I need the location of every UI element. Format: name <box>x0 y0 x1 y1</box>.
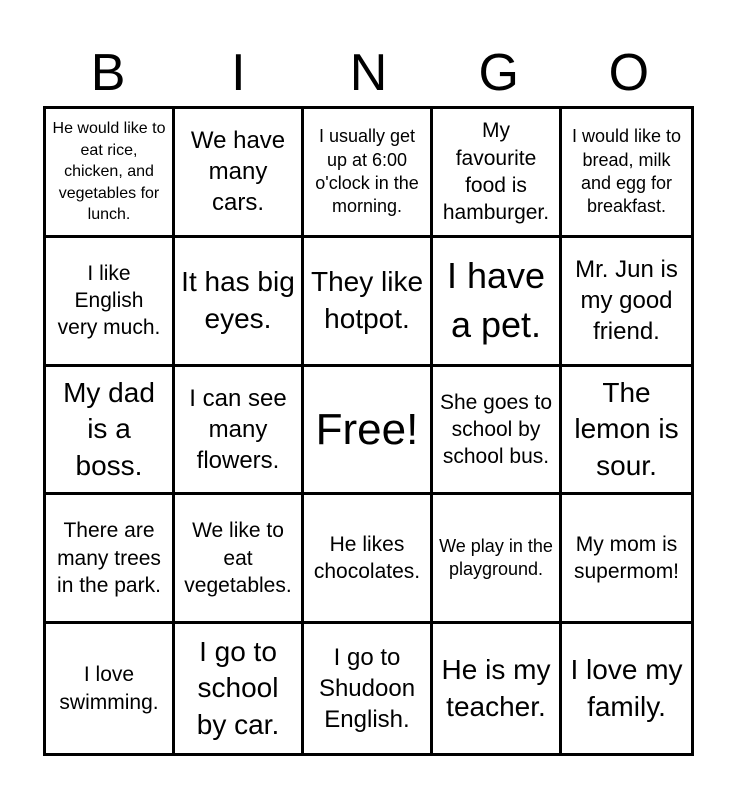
bingo-cell[interactable] <box>46 109 175 238</box>
cell-text: I would like to bread, milk and egg for breakfast. <box>571 126 682 217</box>
cell-text: They like hotpot. <box>310 266 424 334</box>
cell-text: I go to Shudoon English. <box>318 643 416 734</box>
bingo-cell[interactable] <box>175 367 304 496</box>
cell-text: She goes to school by school bus. <box>439 390 553 469</box>
cell-text: My favourite food is hamburger. <box>442 119 550 225</box>
cell-text: There are many trees in the park. <box>57 519 161 597</box>
bingo-cell[interactable] <box>46 624 175 753</box>
bingo-cell[interactable] <box>304 495 433 624</box>
bingo-cell[interactable] <box>562 624 691 753</box>
header-letter-b: B <box>90 44 126 102</box>
bingo-cell[interactable] <box>433 495 562 624</box>
cell-text: The lemon is sour. <box>574 376 679 481</box>
bingo-cell[interactable] <box>304 109 433 238</box>
bingo-cell[interactable] <box>304 624 433 753</box>
cell-text: I have a pet. <box>446 255 546 345</box>
bingo-cell[interactable] <box>562 495 691 624</box>
bingo-board <box>43 106 694 756</box>
cell-text: My dad is a boss. <box>63 376 155 481</box>
bingo-cell[interactable] <box>562 238 691 367</box>
bingo-cell[interactable] <box>175 495 304 624</box>
cell-text: I go to school by car. <box>196 636 280 740</box>
cell-text: It has big eyes. <box>181 266 295 334</box>
cell-text: I usually get up at 6:00 o'clock in the morning. <box>315 126 419 217</box>
bingo-cell[interactable] <box>46 367 175 496</box>
cell-text: We like to eat vegetables. <box>184 519 292 597</box>
cell-text: I love my family. <box>570 654 683 722</box>
bingo-cell[interactable] <box>562 367 691 496</box>
header-letter-g: G <box>478 44 519 102</box>
bingo-cell[interactable] <box>175 109 304 238</box>
cell-text: He would like to eat rice, chicken, and vegetables for lunch. <box>52 119 166 224</box>
bingo-cell[interactable] <box>562 109 691 238</box>
cell-text: He likes chocolates. <box>313 532 421 584</box>
bingo-cell[interactable] <box>433 624 562 753</box>
bingo-cell[interactable] <box>304 238 433 367</box>
bingo-cell[interactable] <box>46 495 175 624</box>
cell-text: My mom is supermom! <box>573 532 680 584</box>
free-space[interactable] <box>304 367 433 496</box>
bingo-cell[interactable] <box>433 238 562 367</box>
cell-text: I can see many flowers. <box>189 384 287 475</box>
cell-text: We have many cars. <box>190 127 286 217</box>
bingo-header <box>43 40 694 106</box>
free-space-label: Free! <box>315 404 419 454</box>
cell-text: I like English very much. <box>57 261 161 340</box>
cell-text: Mr. Jun is my good friend. <box>575 255 678 346</box>
bingo-cell[interactable] <box>46 238 175 367</box>
bingo-cell[interactable] <box>175 238 304 367</box>
bingo-cell[interactable] <box>175 624 304 753</box>
cell-text: He is my teacher. <box>441 654 551 722</box>
cell-text: I love swimming. <box>59 663 159 714</box>
bingo-cell[interactable] <box>433 367 562 496</box>
header-letter-n: N <box>349 44 388 102</box>
header-letter-o: O <box>608 44 650 102</box>
bingo-cell[interactable] <box>433 109 562 238</box>
cell-text: We play in the playground. <box>439 535 553 580</box>
header-letter-i: I <box>231 44 246 102</box>
